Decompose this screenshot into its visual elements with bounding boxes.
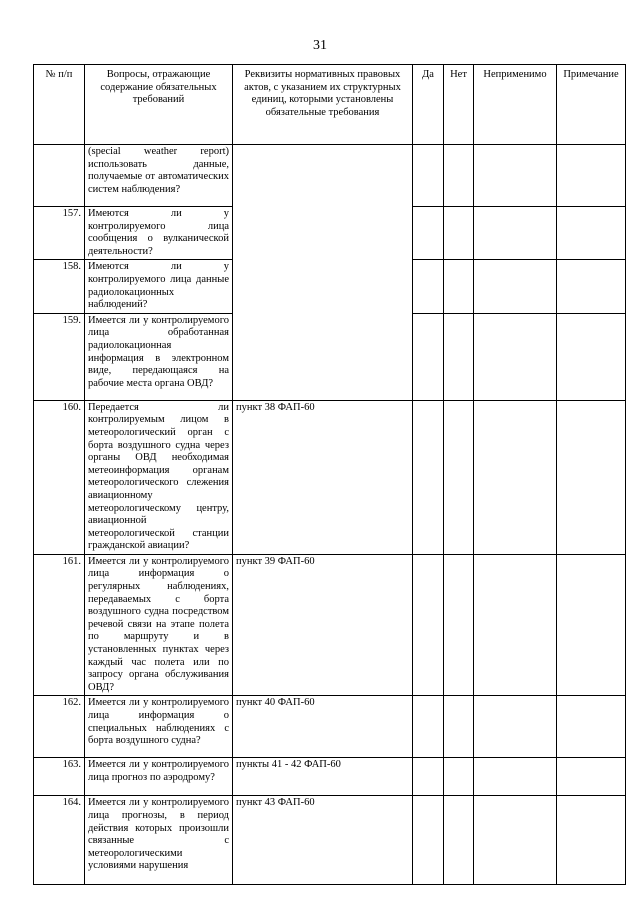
cell-na[interactable]	[474, 554, 557, 696]
cell-no[interactable]	[444, 400, 474, 554]
table-row	[34, 400, 626, 554]
cell-note[interactable]	[557, 758, 626, 796]
cell-yes[interactable]	[413, 260, 444, 313]
header-no: Нет	[444, 65, 474, 145]
cell-yes[interactable]	[413, 313, 444, 400]
cell-yes[interactable]	[413, 796, 444, 885]
row-number: 163.	[34, 758, 85, 796]
row-number: 157.	[34, 207, 85, 260]
cell-yes[interactable]	[413, 400, 444, 554]
row-number: 160.	[34, 400, 85, 554]
row-question: Имеется ли у контролируемого лица прогнозы, в период действия которых произошли связанные с метеорологическими условиями нарушения	[85, 796, 233, 885]
row-reference: пункт 43 ФАП-60	[233, 796, 413, 885]
row-number: 164.	[34, 796, 85, 885]
cell-note[interactable]	[557, 145, 626, 207]
cell-yes[interactable]	[413, 145, 444, 207]
cell-no[interactable]	[444, 696, 474, 758]
cell-note[interactable]	[557, 260, 626, 313]
cell-note[interactable]	[557, 796, 626, 885]
row-reference: пункты 41 - 42 ФАП-60	[233, 758, 413, 796]
cell-no[interactable]	[444, 796, 474, 885]
cell-na[interactable]	[474, 696, 557, 758]
cell-note[interactable]	[557, 207, 626, 260]
cell-note[interactable]	[557, 696, 626, 758]
cell-note[interactable]	[557, 554, 626, 696]
cell-na[interactable]	[474, 796, 557, 885]
cell-yes[interactable]	[413, 758, 444, 796]
cell-na[interactable]	[474, 145, 557, 207]
row-reference: пункт 39 ФАП-60	[233, 554, 413, 696]
table-row	[34, 696, 626, 758]
row-question: Имеется ли у контролируемого лица информация о специальных наблюдениях с борта воздушного судна?	[85, 696, 233, 758]
cell-no[interactable]	[444, 554, 474, 696]
row-question: Имеются ли у контролируемого лица данные радиолокационных наблюдений?	[85, 260, 233, 313]
header-question: Вопросы, отражающие содержание обязательных требований	[85, 65, 233, 145]
cell-na[interactable]	[474, 260, 557, 313]
row-question: (special weather report) использовать данные, получаемые от автоматических систем наблюдения?	[85, 145, 233, 207]
row-question: Имеется ли у контролируемого лица обработанная радиолокационная информация в электронном виде, передающаяся на рабочие места органа ОВД?	[85, 313, 233, 400]
row-question: Имеется ли у контролируемого лица прогноз по аэродрому?	[85, 758, 233, 796]
table-header-row	[34, 65, 626, 145]
cell-no[interactable]	[444, 260, 474, 313]
row-number: 158.	[34, 260, 85, 313]
table-row	[34, 145, 626, 207]
cell-na[interactable]	[474, 400, 557, 554]
cell-no[interactable]	[444, 207, 474, 260]
table-row	[34, 554, 626, 696]
row-question: Имеется ли у контролируемого лица информация о регулярных наблюдениях, передаваемых с борта воздушного судна посредством речевой связи на этапе полета по маршруту и в установленных пунктах через каждый час полета или по запросу органа обслуживания ОВД?	[85, 554, 233, 696]
row-number: 159.	[34, 313, 85, 400]
cell-yes[interactable]	[413, 554, 444, 696]
header-na: Неприменимо	[474, 65, 557, 145]
row-reference	[233, 145, 413, 401]
cell-no[interactable]	[444, 313, 474, 400]
cell-na[interactable]	[474, 207, 557, 260]
row-question: Имеются ли у контролируемого лица сообщения о вулканической деятельности?	[85, 207, 233, 260]
row-number: 162.	[34, 696, 85, 758]
cell-no[interactable]	[444, 758, 474, 796]
table-row	[34, 758, 626, 796]
header-num: № п/п	[34, 65, 85, 145]
cell-no[interactable]	[444, 145, 474, 207]
header-yes: Да	[413, 65, 444, 145]
cell-note[interactable]	[557, 313, 626, 400]
row-question: Передается ли контролируемым лицом в метеорологический орган с борта воздушного судна через органы ОВД необходимая метеоинформация органам метеорологического слежения авиационному метеорологическому центру, авиационной метеорологической станции гражданской авиации?	[85, 400, 233, 554]
row-reference: пункт 40 ФАП-60	[233, 696, 413, 758]
header-note: Примечание	[557, 65, 626, 145]
cell-note[interactable]	[557, 400, 626, 554]
row-number	[34, 145, 85, 207]
row-number: 161.	[34, 554, 85, 696]
table-row	[34, 796, 626, 885]
cell-yes[interactable]	[413, 207, 444, 260]
header-refs: Реквизиты нормативных правовых актов, с указанием их структурных единиц, которыми установлены обязательные требования	[233, 65, 413, 145]
requirements-table	[33, 64, 626, 885]
cell-yes[interactable]	[413, 696, 444, 758]
page-number: 31	[313, 38, 327, 53]
cell-na[interactable]	[474, 758, 557, 796]
row-reference: пункт 38 ФАП-60	[233, 400, 413, 554]
cell-na[interactable]	[474, 313, 557, 400]
